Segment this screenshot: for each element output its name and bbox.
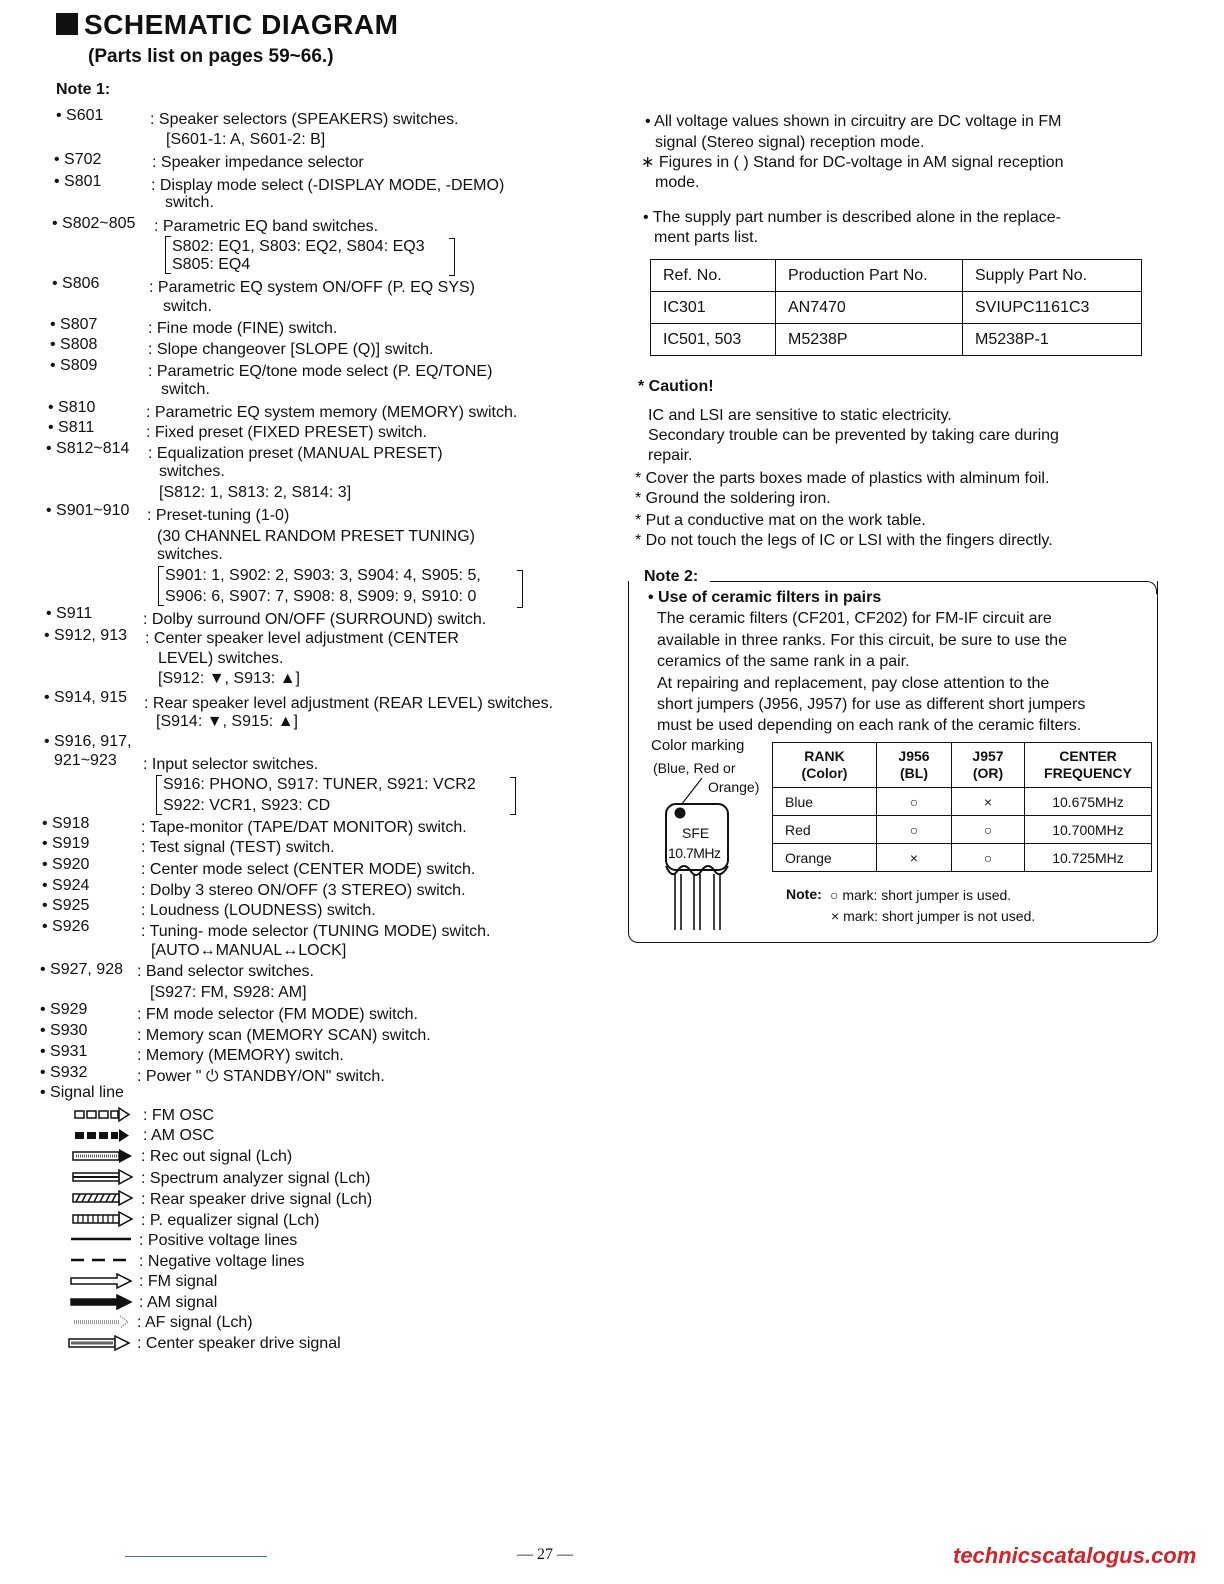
table-cell: Orange: [773, 844, 877, 872]
header-line: CENTER: [1059, 748, 1117, 764]
bracket-right: [517, 570, 523, 608]
bracket-right: [510, 777, 516, 815]
note1-text: : Tape-monitor (TAPE/DAT MONITOR) switch.: [141, 819, 467, 836]
color-marking-label: Color marking: [651, 737, 745, 754]
note1-text: : Display mode select (-DISPLAY MODE, -DEMO): [151, 177, 505, 194]
positive-voltage-line-icon: [70, 1232, 134, 1246]
fm-signal-arrow-icon: [70, 1273, 134, 1289]
table-header-cell: [773, 743, 877, 788]
note1-ref: • S807: [50, 316, 98, 333]
note1-ref: • S810: [48, 399, 96, 416]
signal-line-label: : P. equalizer signal (Lch): [141, 1212, 320, 1229]
table-cell: IC301: [651, 292, 776, 324]
note1-ref: • S911: [46, 605, 93, 622]
note1-text: S802: EQ1, S803: EQ2, S804: EQ3: [172, 238, 425, 255]
note1-text: : Memory (MEMORY) switch.: [137, 1047, 344, 1064]
voltage-note-line: ∗ Figures in ( ) Stand for DC-voltage in AM signal reception: [641, 154, 1064, 171]
note2-heading: Note 2:: [640, 567, 702, 586]
caution-line: Secondary trouble can be prevented by taking care during: [648, 427, 1059, 444]
jumper-legend-used: ○ mark: short jumper is used.: [830, 887, 1012, 903]
note1-ref: • S811: [48, 419, 95, 436]
note1-ref: • S918: [42, 815, 90, 832]
table-cell: SVIUPC1161C3: [963, 292, 1142, 324]
note1-ref: • S920: [42, 856, 90, 873]
negative-voltage-line-icon: [70, 1253, 134, 1267]
note1-ref: • S901~910: [46, 502, 130, 519]
note1-text: switch.: [165, 194, 214, 211]
footer-rule: [125, 1556, 267, 1557]
note1-heading: Note 1:: [56, 81, 111, 98]
note1-ref: • S812~814: [46, 440, 130, 457]
rec-out-arrow-icon: [72, 1148, 134, 1164]
supply-note-line: • The supply part number is described alone in the replace-: [643, 209, 1061, 226]
note1-text: : Dolby surround ON/OFF (SURROUND) switch.: [143, 611, 487, 628]
note1-ref: • S601: [56, 107, 104, 124]
signal-line-label: : FM OSC: [143, 1107, 215, 1124]
table-cell: ○: [952, 816, 1025, 844]
note1-text: : FM mode selector (FM MODE) switch.: [137, 1006, 418, 1023]
note1-ref: • S930: [40, 1022, 88, 1039]
table-cell: Blue: [773, 788, 877, 816]
table-row: [773, 788, 1152, 816]
note1-text: : Preset-tuning (1-0): [147, 507, 290, 524]
header-line: FREQUENCY: [1044, 765, 1132, 781]
jumper-legend-label: Note:: [786, 886, 822, 902]
color-marking-label: (Blue, Red or: [653, 760, 736, 776]
signal-line-label: : Rear speaker drive signal (Lch): [141, 1191, 373, 1208]
table-row: [773, 816, 1152, 844]
note1-ref: • S914, 915: [44, 689, 127, 706]
page-number: — 27 —: [517, 1546, 573, 1563]
supply-note-line: ment parts list.: [654, 229, 759, 246]
note1-text: : Rear speaker level adjustment (REAR LEVEL) switches.: [144, 695, 554, 712]
header-line: (BL): [900, 765, 928, 781]
note1-ref: • S929: [40, 1001, 88, 1018]
note1-text: [AUTO↔MANUAL↔LOCK]: [151, 942, 347, 959]
spectrum-analyzer-arrow-icon: [72, 1169, 134, 1185]
signal-line-label: : Spectrum analyzer signal (Lch): [141, 1170, 371, 1187]
note1-text: [S812: 1, S813: 2, S814: 3]: [159, 484, 352, 501]
caution-line: repair.: [648, 447, 693, 464]
note1-text: switches.: [157, 546, 223, 563]
table-cell: ○: [877, 816, 952, 844]
table-row: [651, 324, 1142, 356]
header-line: (OR): [972, 765, 1004, 781]
table-row: [773, 844, 1152, 872]
note1-text: : Parametric EQ system ON/OFF (P. EQ SYS): [149, 279, 475, 296]
note1-text: : Power " ⏻ STANDBY/ON" switch.: [137, 1068, 385, 1085]
am-osc-arrow-icon: [74, 1127, 132, 1143]
note1-ref: • S925: [42, 897, 90, 914]
table-cell: 10.675MHz: [1025, 788, 1152, 816]
signal-line-label: : Positive voltage lines: [139, 1232, 298, 1249]
signal-line-label: : AM OSC: [143, 1127, 215, 1144]
note1-text: S922: VCR1, S923: CD: [163, 797, 331, 814]
note2-line: The ceramic filters (CF201, CF202) for FM-IF circuit are: [657, 610, 1052, 627]
rear-speaker-arrow-icon: [72, 1190, 134, 1206]
am-signal-arrow-icon: [70, 1294, 134, 1310]
table-header-cell: [1025, 743, 1152, 788]
table-cell: M5238P-1: [963, 324, 1142, 356]
note1-text: [S914: ▼, S915: ▲]: [156, 713, 298, 730]
note1-text: : Fine mode (FINE) switch.: [148, 320, 338, 337]
caution-bullet: * Put a conductive mat on the work table.: [635, 512, 926, 529]
voltage-note-line: • All voltage values shown in circuitry are DC voltage in FM: [645, 113, 1062, 130]
signal-line-label: : AM signal: [139, 1294, 218, 1311]
note1-text: LEVEL) switches.: [158, 650, 284, 667]
voltage-note-line: signal (Stereo signal) reception mode.: [655, 134, 925, 151]
caution-bullet: * Ground the soldering iron.: [635, 490, 831, 507]
note1-text: : Slope changeover [SLOPE (Q)] switch.: [148, 341, 434, 358]
note1-ref: • S926: [42, 918, 90, 935]
component-label: SFE: [682, 825, 710, 841]
note1-text: switch.: [161, 381, 210, 398]
page-title-text: SCHEMATIC DIAGRAM: [84, 9, 399, 40]
center-speaker-arrow-icon: [68, 1335, 132, 1351]
header-line: (Color): [801, 765, 848, 781]
signal-line-label: : Center speaker drive signal: [137, 1335, 341, 1352]
note1-ref: • S808: [50, 336, 98, 353]
table-cell: ×: [877, 844, 952, 872]
note1-ref: • S927, 928: [40, 961, 123, 978]
table-header-cell: Production Part No.: [776, 260, 963, 292]
note1-text: : Dolby 3 stereo ON/OFF (3 STEREO) switch.: [141, 882, 466, 899]
bracket-left: [165, 236, 171, 274]
note1-text: : Test signal (TEST) switch.: [141, 839, 335, 856]
table-header-cell: [952, 743, 1025, 788]
header-line: RANK: [804, 748, 845, 764]
note2-line: short jumpers (J956, J957) for use as different short jumpers: [657, 696, 1086, 713]
table-header-cell: [877, 743, 952, 788]
voltage-note-line: mode.: [655, 174, 700, 191]
p-equalizer-arrow-icon: [72, 1211, 134, 1227]
table-cell: 10.725MHz: [1025, 844, 1152, 872]
table-cell: M5238P: [776, 324, 963, 356]
signal-line-label: : FM signal: [139, 1273, 218, 1290]
note1-text: switches.: [159, 463, 225, 480]
signal-line-label: : Negative voltage lines: [139, 1253, 305, 1270]
jumper-legend-not-used: × mark: short jumper is not used.: [831, 908, 1036, 924]
table-cell: Red: [773, 816, 877, 844]
note1-text: switch.: [163, 298, 212, 315]
caution-heading: * Caution!: [638, 378, 714, 395]
note1-ref: • S801: [54, 173, 102, 190]
signal-line-label: : AF signal (Lch): [137, 1314, 253, 1331]
note1-text: : Parametric EQ system memory (MEMORY) switch.: [146, 404, 518, 421]
note1-text: S916: PHONO, S917: TUNER, S921: VCR2: [163, 776, 476, 793]
note1-text: : Equalization preset (MANUAL PRESET): [148, 445, 443, 462]
note1-text: : Center speaker level adjustment (CENTER: [145, 630, 459, 647]
note2-line: At repairing and replacement, pay close attention to the: [657, 675, 1050, 692]
note1-ref: • S912, 913: [44, 627, 127, 644]
note1-text: : Tuning- mode selector (TUNING MODE) switch.: [141, 923, 491, 940]
page-title: [56, 9, 398, 41]
note1-text: : Speaker selectors (SPEAKERS) switches.: [150, 111, 459, 128]
color-marking-label: Orange): [708, 779, 760, 795]
af-signal-arrow-icon: [70, 1314, 134, 1330]
note1-ref: 921~923: [54, 752, 117, 769]
note1-text: : Input selector switches.: [143, 756, 319, 773]
parts-table: [650, 259, 1142, 356]
note2-line: ceramics of the same rank in a pair.: [657, 653, 910, 670]
table-cell: ○: [877, 788, 952, 816]
black-square-icon: [56, 13, 78, 35]
note1-text: S906: 6, S907: 7, S908: 8, S909: 9, S910: 0: [165, 588, 477, 605]
table-header-cell: Supply Part No.: [963, 260, 1142, 292]
note1-ref: • S924: [42, 877, 90, 894]
note1-text: : Fixed preset (FIXED PRESET) switch.: [146, 424, 427, 441]
note1-text: [S601-1: A, S601-2: B]: [166, 131, 326, 148]
note2-subheading: • Use of ceramic filters in pairs: [648, 589, 882, 606]
note1-ref: • S916, 917,: [44, 733, 132, 750]
note1-text: [S927: FM, S928: AM]: [150, 984, 307, 1001]
table-cell: AN7470: [776, 292, 963, 324]
page-subtitle: (Parts list on pages 59~66.): [88, 46, 334, 67]
bracket-left: [156, 775, 162, 815]
note1-text: [S912: ▼, S913: ▲]: [158, 670, 300, 687]
note1-text: : Speaker impedance selector: [152, 154, 364, 171]
signal-line-label: : Rec out signal (Lch): [141, 1148, 293, 1165]
fm-osc-arrow-icon: [74, 1106, 132, 1122]
bracket-left: [158, 566, 164, 606]
note1-ref: • S919: [42, 835, 90, 852]
watermark: technicscatalogus.com: [953, 1543, 1197, 1568]
component-label: 10.7MHz: [668, 845, 721, 861]
note1-ref: • S809: [50, 357, 98, 374]
note2-line: available in three ranks. For this circuit, be sure to use the: [657, 632, 1067, 649]
caution-line: IC and LSI are sensitive to static electricity.: [648, 407, 952, 424]
table-row: [651, 292, 1142, 324]
header-line: J956: [898, 748, 930, 764]
caution-bullet: * Do not touch the legs of IC or LSI with the fingers directly.: [635, 532, 1053, 549]
table-header-row: [651, 260, 1142, 292]
note1-text: : Band selector switches.: [137, 963, 314, 980]
caution-bullet: * Cover the parts boxes made of plastics with alminum foil.: [635, 470, 1050, 487]
note1-text: S805: EQ4: [172, 256, 251, 273]
note1-text: : Parametric EQ band switches.: [154, 218, 379, 235]
bracket-right: [449, 238, 455, 276]
note1-text: : Memory scan (MEMORY SCAN) switch.: [137, 1027, 431, 1044]
header-line: J957: [972, 748, 1004, 764]
note1-text: : Loudness (LOUDNESS) switch.: [141, 902, 376, 919]
note1-text: : Center mode select (CENTER MODE) switch.: [141, 861, 476, 878]
note1-ref: • S702: [54, 151, 102, 168]
note1-ref: • S802~805: [52, 215, 136, 232]
filter-table: [772, 742, 1152, 872]
table-cell: ×: [952, 788, 1025, 816]
table-cell: 10.700MHz: [1025, 816, 1152, 844]
signal-line-heading: • Signal line: [40, 1084, 124, 1101]
note1-text: (30 CHANNEL RANDOM PRESET TUNING): [157, 528, 475, 545]
note1-ref: • S806: [52, 275, 100, 292]
note1-text: : Parametric EQ/tone mode select (P. EQ/TONE): [148, 363, 493, 380]
table-header-row: [773, 743, 1152, 788]
note1-ref: • S932: [40, 1064, 88, 1081]
table-cell: IC501, 503: [651, 324, 776, 356]
table-cell: ○: [952, 844, 1025, 872]
note1-text: S901: 1, S902: 2, S903: 3, S904: 4, S905: 5,: [165, 567, 481, 584]
note2-line: must be used depending on each rank of the ceramic filters.: [657, 717, 1082, 734]
note1-ref: • S931: [40, 1043, 88, 1060]
table-header-cell: Ref. No.: [651, 260, 776, 292]
